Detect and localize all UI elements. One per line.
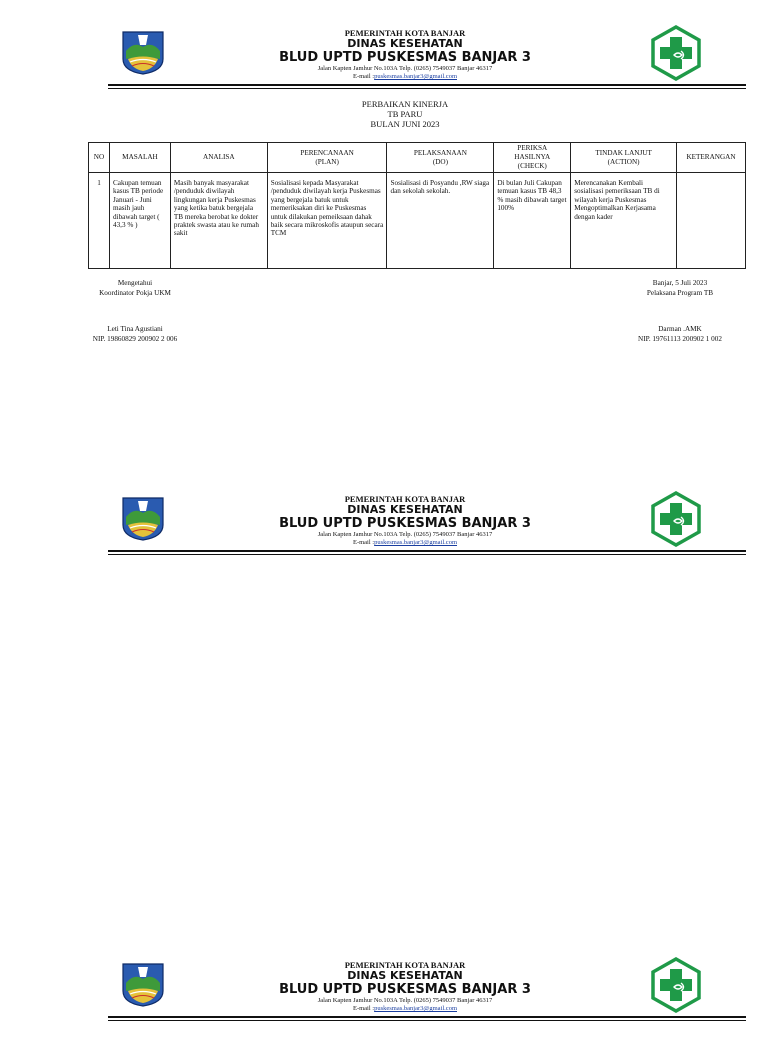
- col-header-plan: PERENCANAAN (PLAN): [267, 143, 387, 173]
- sig-right-date: Banjar, 5 Juli 2023: [652, 279, 708, 287]
- health-cross-logo-icon: [648, 25, 704, 81]
- col-header-do: PELAKSANAAN (DO): [387, 143, 494, 173]
- address-line: Jalan Kapten Jamhur No.103A Telp. (0265) 7549037 Banjar 46317: [317, 65, 493, 72]
- col-header-check: PERIKSA HASILNYA (CHECK): [494, 143, 571, 173]
- department-name: DINAS KESEHATAN: [347, 969, 463, 982]
- header-rule-thin: [108, 1020, 746, 1021]
- letterhead-text: [200, 28, 610, 81]
- cell-check: Di bulan Juli Cakupan temuan kasus TB 48,3 % masih dibawah target 100%: [494, 173, 571, 269]
- letterhead-2: [0, 491, 768, 571]
- col-header-action: TINDAK LANJUT (ACTION): [571, 143, 677, 173]
- institution-name: BLUD UPTD PUSKESMAS BANJAR 3: [279, 982, 531, 997]
- header-rule-thin: [108, 554, 746, 555]
- sig-left-name: Leti Tina Agustiani: [107, 325, 163, 333]
- letterhead-text: [200, 494, 610, 547]
- address-line: Jalan Kapten Jamhur No.103A Telp. (0265) 7549037 Banjar 46317: [317, 531, 493, 538]
- address-line: Jalan Kapten Jamhur No.103A Telp. (0265) 7549037 Banjar 46317: [317, 997, 493, 1004]
- cell-plan: Sosialisasi kepada Masyarakat /penduduk diwilayah kerja Puskesmas yang bergejala batuk untuk memeriksakan diri ke Puskesmas untuk dilakukan pemeiksaan dahak baik secara mikroskofis ataupun secara TCM: [267, 173, 387, 269]
- signature-right-name-block: [610, 324, 750, 344]
- department-name: DINAS KESEHATAN: [347, 37, 463, 50]
- col-header-masalah: MASALAH: [109, 143, 170, 173]
- letterhead-1: [0, 25, 768, 105]
- header-rule-thin: [108, 88, 746, 89]
- email-link[interactable]: puskesmas.banjar3@gmail.com: [374, 73, 457, 80]
- signature-left-name-block: [70, 324, 200, 344]
- cell-keterangan: [677, 173, 746, 269]
- city-emblem-icon: [120, 29, 166, 75]
- email-line: E-mail :puskesmas.banjar3@gmail.com: [352, 539, 457, 546]
- health-cross-logo-icon: [648, 957, 704, 1013]
- city-emblem-icon: [120, 495, 166, 541]
- title-line-1: PERBAIKAN KINERJA: [361, 99, 449, 109]
- government-name: PEMERINTAH KOTA BANJAR: [344, 494, 466, 504]
- sig-left-label-2: Koordinator Pokja UKM: [99, 289, 171, 297]
- institution-name: BLUD UPTD PUSKESMAS BANJAR 3: [279, 516, 531, 531]
- cell-masalah: Cakupan temuan kasus TB periode Januari - Juni masih jauh dibawah target ( 43,3 % ): [109, 173, 170, 269]
- performance-table: [88, 142, 746, 269]
- city-emblem-icon: [120, 961, 166, 1007]
- government-name: PEMERINTAH KOTA BANJAR: [344, 960, 466, 970]
- health-cross-logo-icon: [648, 491, 704, 547]
- document-title: [0, 99, 768, 129]
- table-header-row: [89, 143, 746, 173]
- letterhead-3: [0, 957, 768, 1037]
- email-line: E-mail :puskesmas.banjar3@gmail.com: [352, 73, 457, 80]
- sig-right-name: Darman .AMK: [658, 325, 702, 333]
- signature-left-block: [70, 278, 200, 298]
- header-rule-thick: [108, 1016, 746, 1018]
- header-rule-thick: [108, 84, 746, 86]
- cell-analisa: Masih banyak masyarakat /penduduk diwilayah lingkungan kerja Puskesmas yang ketika batuk bergejala TB mereka berobat ke dokter praktek swasta atau ke rumah sakit: [170, 173, 267, 269]
- signature-right-block: [610, 278, 750, 298]
- email-link[interactable]: puskesmas.banjar3@gmail.com: [374, 539, 457, 546]
- email-line: E-mail :puskesmas.banjar3@gmail.com: [352, 1005, 457, 1012]
- sig-left-nip: NIP. 19860829 200902 2 006: [92, 335, 178, 343]
- col-header-no: NO: [89, 143, 110, 173]
- title-line-3: BULAN JUNI 2023: [370, 119, 440, 129]
- letterhead-text: [200, 960, 610, 1013]
- cell-action: Merencanakan Kembali sosialisasi pemeriksaan TB di wilayah kerja Puskesmas Mengoptimalkan Kerjasama dengan kader: [571, 173, 677, 269]
- table-row: [89, 173, 746, 269]
- department-name: DINAS KESEHATAN: [347, 503, 463, 516]
- col-header-keterangan: KETERANGAN: [677, 143, 746, 173]
- institution-name: BLUD UPTD PUSKESMAS BANJAR 3: [279, 50, 531, 65]
- col-header-analisa: ANALISA: [170, 143, 267, 173]
- cell-do: Sosialisasi di Posyandu ,RW siaga dan sekolah sekolah.: [387, 173, 494, 269]
- sig-right-label-2: Pelaksana Program TB: [646, 289, 714, 297]
- header-rule-thick: [108, 550, 746, 552]
- cell-no: 1: [89, 173, 110, 269]
- government-name: PEMERINTAH KOTA BANJAR: [344, 28, 466, 38]
- title-line-2: TB PARU: [387, 109, 423, 119]
- sig-left-label-1: Mengetahui: [117, 279, 153, 287]
- email-link[interactable]: puskesmas.banjar3@gmail.com: [374, 1005, 457, 1012]
- sig-right-nip: NIP. 19761113 200902 1 002: [638, 335, 722, 343]
